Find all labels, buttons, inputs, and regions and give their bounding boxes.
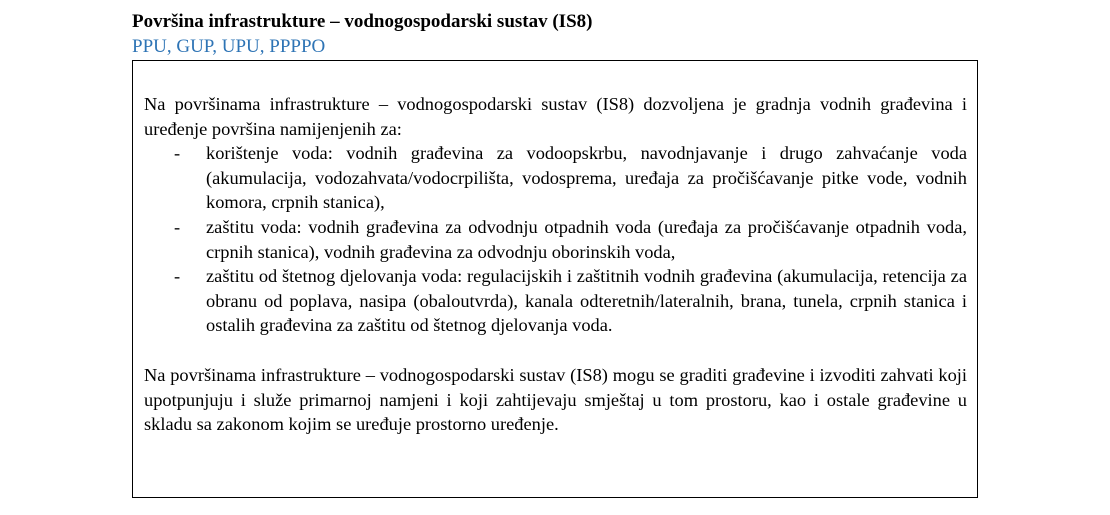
- plan-types: PPU, GUP, UPU, PPPPO: [132, 36, 326, 57]
- provision-content: [144, 92, 967, 437]
- list-item-text: zaštitu od štetnog djelovanja voda: regulacijskih i zaštitnih vodnih građevina (akumulacija, retencija za obranu od poplava, nasipa (obaloutvrda), kanala odteretnih/lateralnih, brana, tunela, crpnih stanica i ostalih građevina za zaštitu od štetnog djelovanja voda.: [206, 266, 967, 336]
- list-item: [144, 141, 967, 215]
- list-dash: -: [174, 216, 181, 237]
- list-item: [144, 215, 967, 264]
- closing-paragraph: Na površinama infrastrukture – vodnogospodarski sustav (IS8) mogu se graditi građevine i izvoditi zahvati koji upotpunjuju i služe primarnoj namjeni i koji zahtijevaju smještaj u tom prostoru, kao i ostale građevine u skladu sa zakonom kojim se uređuje prostorno uređenje.: [144, 364, 967, 435]
- intro-paragraph: Na površinama infrastrukture – vodnogospodarski sustav (IS8) dozvoljena je gradnja vodnih građevina i uređenje površina namijenjenih za:: [144, 94, 967, 139]
- list-item-text: korištenje voda: vodnih građevina za vodoopskrbu, navodnjavanje i drugo zahvaćanje voda (akumulacija, vodozahvata/vodocrpilišta, vodosprema, uređaja za pročišćavanje pitke vode, vodnih komora, crpnih stanica),: [206, 143, 967, 213]
- list-dash: -: [174, 143, 181, 164]
- list-item-text: zaštitu voda: vodnih građevina za odvodnju otpadnih voda (uređaja za pročišćavanje otpadnih voda, crpnih stanica), vodnih građevina za odvodnju oborinskih voda,: [206, 216, 967, 262]
- paragraph-spacer: [144, 338, 967, 363]
- list-dash: -: [174, 266, 181, 287]
- purpose-list: [144, 141, 967, 338]
- section-heading: Površina infrastrukture – vodnogospodarski sustav (IS8): [132, 11, 593, 32]
- provision-box: [132, 60, 978, 498]
- list-item: [144, 264, 967, 338]
